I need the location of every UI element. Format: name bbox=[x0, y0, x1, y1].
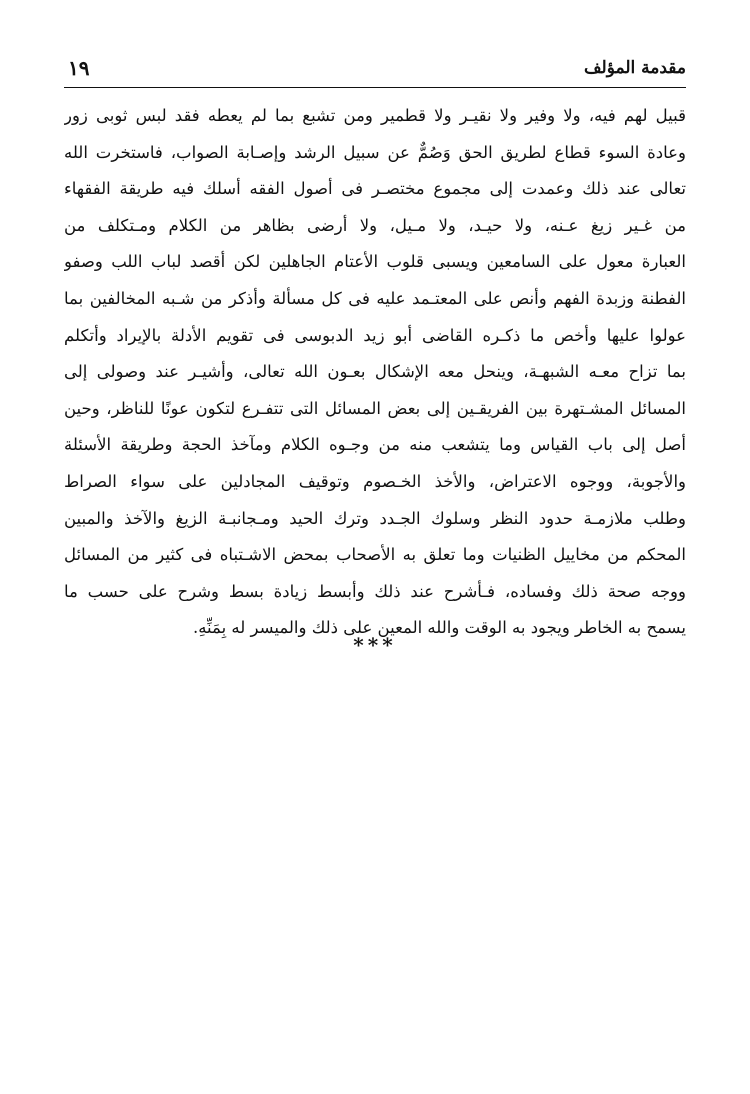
text-line-13: المحكم من مخاييل الظنيات وما تعلق به الأصحاب بمحض الاشـتباه فى كثير من المسائل bbox=[64, 545, 686, 565]
text-line-12: وطلب ملازمـة حدود النظر وسلوك الجـدد وترك الحيد ومـجانبـة الزيغ والآخذ والمبين bbox=[64, 508, 686, 528]
text-line-8: بما تزاح معـه الشبهـة، وينحل معه الإشكال بعـون الله تعالى، وأشيـر عند وصولى إلى bbox=[64, 362, 686, 382]
text-line-7: عولوا عليها وأخص ما ذكـره القاضى أبو زيد الدبوسى فى تقويم الأدلة بالإيراد وأتكلم bbox=[64, 325, 686, 345]
text-line-6: الفطنة وزبدة الفهم وأنص على المعتـمد عليه فى كل مسألة وأذكر من شـبه المخالفين بما bbox=[64, 288, 686, 308]
text-line-14: ووجه صحة ذلك وفساده، فـأشرح عند ذلك وأبسط زيادة بسط وشرح على حسب ما bbox=[64, 581, 686, 601]
text-line-4: من غـير زيغ عـنه، ولا حيـد، ولا مـيل، ولا أرضى بظاهر من الكلام ومـتكلف من bbox=[64, 215, 686, 235]
text-line-2: وعادة السوء قطاع لطريق الحق وَصُمٌّ عن سبيل الرشد وإصـابة الصواب، فاستخرت الله bbox=[64, 142, 686, 162]
header-rule bbox=[64, 87, 686, 88]
text-line-15: يسمح به الخاطر ويجود به الوقت والله المعين على ذلك والميسر له بِمَنِّهِ. bbox=[192, 618, 686, 638]
page-number: ١٩ bbox=[68, 56, 90, 80]
text-line-9: المسائل المشـتهرة بين الفريقـين إلى بعض المسائل التى تتفـرع لتكون عونًا للناظر، وحين bbox=[64, 398, 686, 418]
text-line-3: تعالى عند ذلك وعمدت إلى مجموع مختصـر فى أصول الفقه أسلك فيه طريقة الفقهاء bbox=[64, 179, 686, 199]
body-paragraph bbox=[64, 98, 686, 647]
text-line-11: والأجوبة، ووجوه الاعتراض، والأخذ الخـصوم وتوقيف المجادلين على سواء الصراط bbox=[64, 471, 686, 491]
section-end-ornament: *** bbox=[353, 633, 397, 657]
text-line-5: العبارة معول على السامعين ويسبى قلوب الأعتام الجاهلين لكن أقصد لباب اللب وصفو bbox=[64, 252, 686, 272]
text-line-1: قبيل لهم فيه، ولا وفير ولا نقيـر ولا قطمير ومن تشبع بما لم يعطه فقد لبس ثوبى زور bbox=[64, 106, 686, 125]
text-line-10: أصل إلى باب القياس وما يتشعب منه من وجـوه الكلام ومآخذ الحجة وطريقة الأسئلة bbox=[64, 435, 686, 455]
header-title: مقدمة المؤلف bbox=[583, 58, 686, 78]
running-header bbox=[64, 56, 686, 86]
